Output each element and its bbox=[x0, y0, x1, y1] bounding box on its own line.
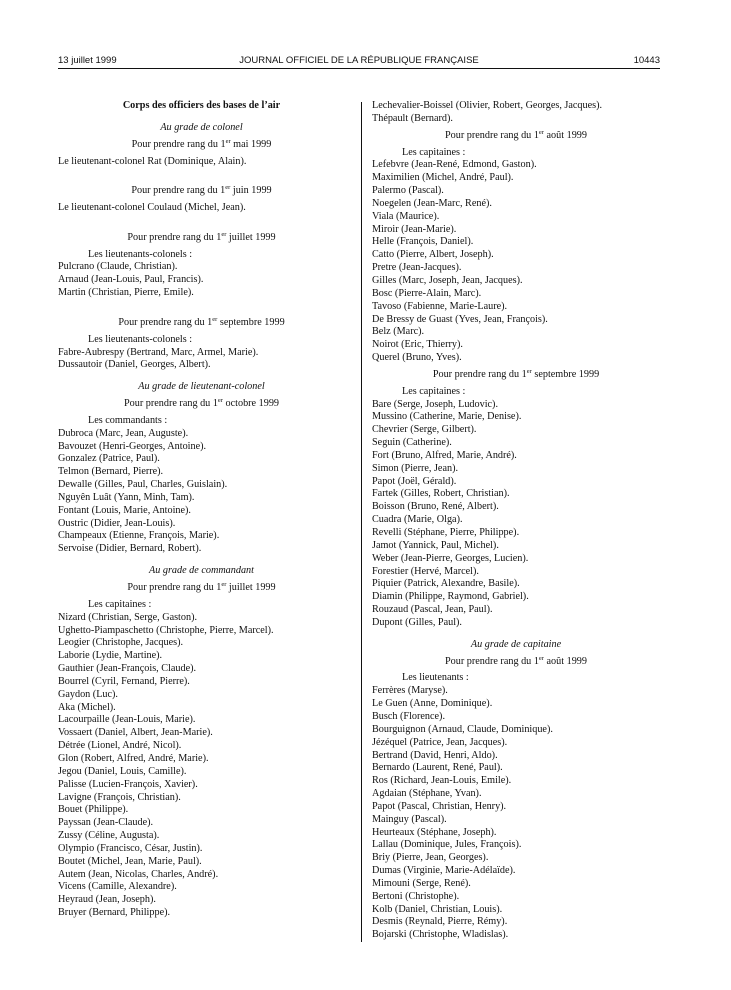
officer-entry: Servoise (Didier, Bernard, Robert). bbox=[58, 543, 202, 555]
group-label: Les capitaines : bbox=[402, 385, 466, 397]
officer-entry: Boutet (Michel, Jean, Marie, Paul). bbox=[58, 855, 202, 867]
rank-date-text: Pour prendre rang du 1 bbox=[123, 398, 218, 410]
page-header bbox=[58, 55, 660, 69]
ordinal-suffix: er bbox=[212, 315, 218, 323]
officer-entry: Simon (Pierre, Jean). bbox=[372, 462, 459, 474]
left-column bbox=[58, 100, 345, 920]
officer-entry: Arnaud (Jean-Louis, Paul, Francis). bbox=[58, 274, 204, 286]
officer-entry: Ros (Richard, Jean-Louis, Emile). bbox=[372, 775, 512, 787]
officer-entry: Jézéquel (Patrice, Jean, Jacques). bbox=[372, 736, 508, 748]
officer-entry: Noirot (Eric, Thierry). bbox=[372, 339, 463, 351]
section-title: Corps des officiers des bases de l’air bbox=[122, 100, 281, 111]
officer-entry: Weber (Jean-Pierre, Georges, Lucien). bbox=[372, 552, 529, 564]
officer-entry: Bourrel (Cyril, Fernand, Pierre). bbox=[58, 675, 190, 687]
officer-entry: Pulcrano (Claude, Christian). bbox=[58, 261, 178, 273]
group-label: Les lieutenants-colonels : bbox=[88, 333, 193, 345]
officer-entry: Leogier (Christophe, Jacques). bbox=[58, 637, 184, 649]
officer-entry: Miroir (Jean-Marie). bbox=[372, 223, 457, 235]
rank-date-text: Pour prendre rang du 1 bbox=[131, 185, 226, 197]
officer-entry: Jamot (Yannick, Paul, Michel). bbox=[372, 539, 499, 551]
officer-entry: Palisse (Lucien-François, Xavier). bbox=[58, 778, 198, 790]
rank-date-text: Pour prendre rang du 1 bbox=[444, 655, 539, 667]
officer-entry: Gaydon (Luc). bbox=[58, 688, 118, 700]
rank-date-line bbox=[58, 317, 345, 330]
officer-entry: Papot (Joël, Gérald). bbox=[372, 475, 457, 487]
rank-date-text: Pour prendre rang du 1 bbox=[131, 138, 226, 150]
officer-entry: Ughetto-Piampaschetto (Christophe, Pierre, Marcel). bbox=[58, 624, 274, 636]
officer-entry: Lavigne (François, Christian). bbox=[58, 791, 181, 803]
officer-entry: Dumas (Virginie, Marie-Adélaïde). bbox=[372, 865, 516, 877]
officer-entry: Bernardo (Laurent, René, Paul). bbox=[372, 762, 503, 774]
officer-entry: Seguin (Catherine). bbox=[372, 437, 452, 449]
officer-entry: Desmis (Reynald, Pierre, Rémy). bbox=[372, 916, 508, 928]
officer-entry: Diamin (Philippe, Raymond, Gabriel). bbox=[372, 591, 529, 603]
officer-entry: Dubroca (Marc, Jean, Auguste). bbox=[58, 427, 189, 439]
officer-entry: Nizard (Christian, Serge, Gaston). bbox=[58, 611, 198, 623]
officer-entry: Querel (Bruno, Yves). bbox=[372, 352, 462, 364]
officer-entry: Cuadra (Marie, Olga). bbox=[372, 514, 463, 526]
rank-date-text: Pour prendre rang du 1 bbox=[127, 231, 222, 243]
officer-entry: Agdaian (Stéphane, Yvan). bbox=[372, 788, 482, 800]
officer-entry: Dupont (Gilles, Paul). bbox=[372, 616, 462, 628]
header-rule bbox=[58, 68, 660, 69]
group-label: Les capitaines : bbox=[402, 146, 466, 158]
officer-entry: Bourguignon (Arnaud, Claude, Dominique). bbox=[372, 723, 553, 735]
officer-entry: Piquier (Patrick, Alexandre, Basile). bbox=[372, 578, 520, 590]
ordinal-suffix: er bbox=[225, 184, 231, 192]
officer-entry: Bare (Serge, Joseph, Ludovic). bbox=[372, 398, 498, 410]
rank-month: juin 1999 bbox=[230, 185, 272, 197]
officer-entry: Briy (Pierre, Jean, Georges). bbox=[372, 852, 489, 864]
officer-entry: Bertrand (David, Henri, Aldo). bbox=[372, 749, 498, 761]
officer-entry: Belz (Marc). bbox=[372, 326, 425, 338]
rank-month: septembre 1999 bbox=[217, 316, 285, 328]
officer-entry: Gonzalez (Patrice, Paul). bbox=[58, 453, 160, 465]
officer-entry: Dussautoir (Daniel, Georges, Albert). bbox=[58, 359, 211, 371]
officer-entry: Gauthier (Jean-François, Claude). bbox=[58, 663, 197, 675]
officer-entry: Vossaert (Daniel, Albert, Jean-Marie). bbox=[58, 727, 213, 739]
issue-date: 13 juillet 1999 bbox=[58, 55, 117, 66]
page-number: 10443 bbox=[633, 55, 660, 66]
rank-date-line bbox=[372, 369, 660, 382]
officer-entry: Viala (Maurice). bbox=[372, 210, 440, 222]
officer-entry: Maximilien (Michel, André, Paul). bbox=[372, 172, 514, 184]
ordinal-suffix: er bbox=[221, 230, 227, 238]
officer-entry: Telmon (Bernard, Pierre). bbox=[58, 466, 164, 478]
officer-entry: Détrée (Lionel, André, Nicol). bbox=[58, 740, 182, 752]
spacer bbox=[58, 300, 345, 313]
officer-entry: Payssan (Jean-Claude). bbox=[58, 817, 154, 829]
rank-month: juillet 1999 bbox=[226, 582, 276, 593]
officer-entry: Bavouzet (Henri-Georges, Antoine). bbox=[58, 440, 207, 452]
ordinal-suffix: er bbox=[538, 128, 544, 136]
officer-entry: Busch (Florence). bbox=[372, 710, 445, 722]
officer-entry: Bosc (Pierre-Alain, Marc). bbox=[372, 287, 482, 299]
rank-month: mai 1999 bbox=[230, 138, 272, 150]
officer-entry: Vicens (Camille, Alexandre). bbox=[58, 881, 177, 893]
officer-entry: De Bressy de Guast (Yves, Jean, François). bbox=[372, 313, 548, 325]
rank-month: octobre 1999 bbox=[222, 398, 280, 410]
officer-entry: Kolb (Daniel, Christian, Louis). bbox=[372, 903, 503, 915]
officer-entry: Boisson (Bruno, René, Albert). bbox=[372, 501, 499, 513]
officer-entry: Bouet (Philippe). bbox=[58, 804, 129, 816]
group-label: Les lieutenants : bbox=[402, 672, 469, 684]
ordinal-suffix: er bbox=[225, 137, 231, 145]
ordinal-suffix: er bbox=[538, 654, 544, 662]
rank-date-text: Pour prendre rang du 1 bbox=[127, 582, 222, 593]
rank-month: août 1999 bbox=[543, 655, 587, 667]
rank-date-line bbox=[58, 398, 345, 411]
officer-entry: Le lieutenant-colonel Coulaud (Michel, Jean). bbox=[58, 202, 246, 214]
group-label: Les capitaines : bbox=[88, 598, 152, 610]
officer-entry: Mimouni (Serge, René). bbox=[372, 877, 471, 889]
officer-entry: Olympio (Francisco, César, Justin). bbox=[58, 842, 203, 854]
officer-entry: Le Guen (Anne, Dominique). bbox=[372, 698, 493, 710]
officer-entry: Le lieutenant-colonel Rat (Dominique, Alain). bbox=[58, 155, 247, 167]
officer-entry: Mussino (Catherine, Marie, Denise). bbox=[372, 411, 522, 423]
grade-heading: Au grade de capitaine bbox=[470, 638, 562, 650]
officer-entry: Oustric (Didier, Jean-Louis). bbox=[58, 517, 176, 529]
rank-date-line bbox=[58, 582, 345, 595]
officer-entry: Lefebvre (Jean-René, Edmond, Gaston). bbox=[372, 159, 537, 171]
rank-date-text: Pour prendre rang du 1 bbox=[432, 368, 527, 380]
right-column bbox=[372, 100, 660, 942]
officer-entry: Champeaux (Etienne, François, Marie). bbox=[58, 530, 220, 542]
officer-entry: Ferrères (Maryse). bbox=[372, 685, 448, 697]
officer-entry: Chevrier (Serge, Gilbert). bbox=[372, 424, 477, 436]
rank-date-line bbox=[372, 656, 660, 669]
rank-date-line bbox=[58, 185, 345, 198]
officer-entry: Gilles (Marc, Joseph, Jean, Jacques). bbox=[372, 274, 523, 286]
officer-entry: Bojarski (Christophe, Wladislas). bbox=[372, 929, 509, 941]
grade-heading: Au grade de colonel bbox=[160, 121, 243, 133]
group-label: Les lieutenants-colonels : bbox=[88, 248, 193, 260]
grade-heading: Au grade de lieutenant-colonel bbox=[138, 381, 265, 393]
officer-entry: Martin (Christian, Pierre, Emile). bbox=[58, 287, 194, 299]
officer-entry: Zussy (Céline, Augusta). bbox=[58, 830, 160, 842]
officer-entry: Rouzaud (Pascal, Jean, Paul). bbox=[372, 604, 493, 616]
officer-entry: Jegou (Daniel, Louis, Camille). bbox=[58, 765, 187, 777]
ordinal-suffix: er bbox=[526, 367, 532, 375]
officer-entry: Papot (Pascal, Christian, Henry). bbox=[372, 800, 507, 812]
officer-entry: Aka (Michel). bbox=[58, 701, 116, 713]
rank-month: juillet 1999 bbox=[226, 231, 276, 243]
officer-entry: Fabre-Aubrespy (Bertrand, Marc, Armel, Marie). bbox=[58, 346, 259, 358]
spacer bbox=[58, 168, 345, 181]
officer-entry: Forestier (Hervé, Marcel). bbox=[372, 565, 479, 577]
group-label: Les commandants : bbox=[88, 414, 168, 426]
officer-entry: Nguyên Luât (Yann, Minh, Tam). bbox=[58, 491, 195, 503]
officer-entry: Bruyer (Bernard, Philippe). bbox=[58, 907, 171, 919]
officer-entry: Laborie (Lydie, Martine). bbox=[58, 650, 163, 662]
rank-month: août 1999 bbox=[543, 129, 587, 141]
spacer bbox=[58, 215, 345, 228]
officer-entry: Thépault (Bernard). bbox=[372, 112, 453, 124]
officer-entry: Mainguy (Pascal). bbox=[372, 813, 447, 825]
officer-entry: Helle (François, Daniel). bbox=[372, 236, 474, 248]
rank-date-line bbox=[58, 139, 345, 152]
officer-entry: Fort (Bruno, Alfred, Marie, André). bbox=[372, 449, 517, 461]
officer-entry: Fartek (Gilles, Robert, Christian). bbox=[372, 488, 510, 500]
ordinal-suffix: er bbox=[217, 397, 223, 405]
rank-date-text: Pour prendre rang du 1 bbox=[444, 129, 539, 141]
officer-entry: Pretre (Jean-Jacques). bbox=[372, 262, 462, 274]
grade-heading: Au grade de commandant bbox=[149, 565, 254, 577]
officer-entry: Fontant (Louis, Marie, Antoine). bbox=[58, 504, 191, 516]
officer-entry: Dewalle (Gilles, Paul, Charles, Guislain). bbox=[58, 479, 228, 491]
ordinal-suffix: er bbox=[221, 581, 227, 588]
officer-entry: Catto (Pierre, Albert, Joseph). bbox=[372, 249, 494, 261]
rank-date-text: Pour prendre rang du 1 bbox=[118, 316, 213, 328]
officer-entry: Glon (Robert, Alfred, André, Marie). bbox=[58, 752, 209, 764]
officer-entry: Lacourpaille (Jean-Louis, Marie). bbox=[58, 714, 196, 726]
officer-entry: Heurteaux (Stéphane, Joseph). bbox=[372, 826, 497, 838]
officer-entry: Lechevalier-Boissel (Olivier, Robert, Georges, Jacques). bbox=[372, 100, 603, 111]
officer-entry: Revelli (Stéphane, Pierre, Philippe). bbox=[372, 527, 520, 538]
officer-entry: Heyraud (Jean, Joseph). bbox=[58, 894, 156, 906]
officer-entry: Tavoso (Fabienne, Marie-Laure). bbox=[372, 300, 508, 312]
officer-entry: Lallau (Dominique, Jules, François). bbox=[372, 839, 522, 851]
officer-entry: Autem (Jean, Nicolas, Charles, André). bbox=[58, 868, 219, 880]
journal-title: JOURNAL OFFICIEL DE LA RÉPUBLIQUE FRANÇAISE bbox=[239, 55, 479, 66]
officer-entry: Palermo (Pascal). bbox=[372, 185, 444, 197]
officer-entry: Noegelen (Jean-Marc, René). bbox=[372, 197, 492, 209]
rank-date-line bbox=[372, 130, 660, 143]
rank-date-line bbox=[58, 232, 345, 245]
rank-month: septembre 1999 bbox=[531, 368, 600, 380]
column-divider bbox=[361, 102, 362, 942]
officer-entry: Bertoni (Christophe). bbox=[372, 890, 460, 902]
